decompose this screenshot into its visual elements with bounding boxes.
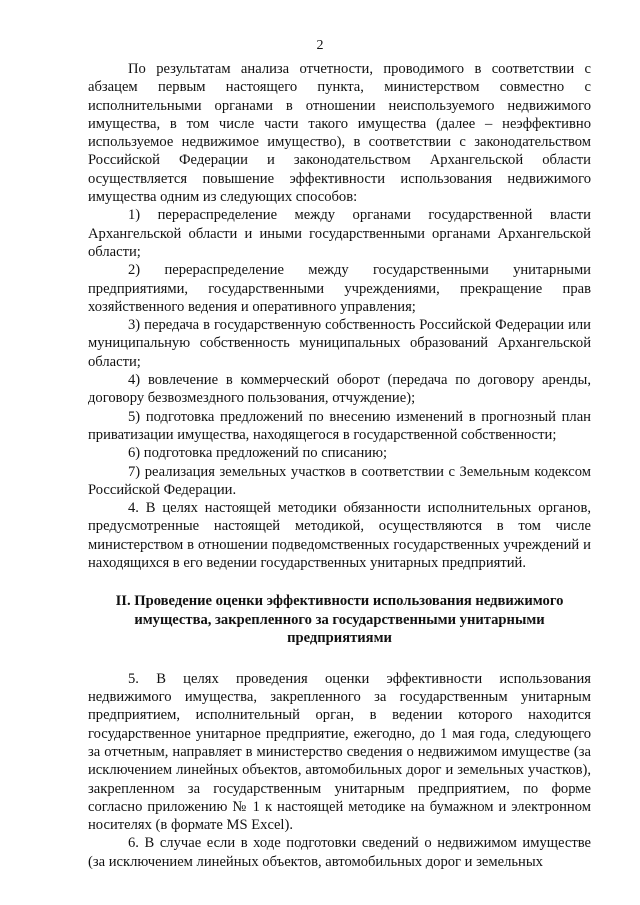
paragraph: 5. В целях проведения оценки эффективности использования недвижимого имущества, закрепленного за государственным унитарным предприятием, исполнительный орган, в ведении которого находится государственное унитарное предприятие, ежегодно, до 1 мая года, следующего за отчетным, направляет в министерство сведения о недвижимом имуществе (за исключением линейных объектов, автомобильных дорог и земельных участков), закрепленном за государственным унитарным предприятием, по форме согласно приложению № 1 к настоящей методике на бумажном и электронном носителях (в формате MS Excel). (88, 670, 591, 834)
list-item: 6) подготовка предложений по списанию; (128, 445, 388, 462)
section-heading: II. Проведение оценки эффективности использования недвижимого имущества, закрепленного за государственными унитарными предприятиями (115, 593, 564, 647)
list-item: 2) перераспределение между государственными унитарными предприятиями, государственными учреждениями, прекращение прав хозяйственного ведения и оперативного управления; (88, 262, 591, 315)
paragraph: 4. В целях настоящей методики обязанности исполнительных органов, предусмотренные настоящей методикой, осуществляются в том числе министерством в отношении подведомственных государственных учреждений и находящихся в его ведении государственных унитарных предприятий. (88, 500, 591, 572)
list-item: 7) реализация земельных участков в соответствии с Земельным кодексом Российской Федерации. (88, 463, 591, 498)
list-item: 3) передача в государственную собственность Российской Федерации или муниципальную собственность муниципальных образований Архангельской области; (88, 317, 591, 370)
paragraph: 6. В случае если в ходе подготовки сведений о недвижимом имуществе (за исключением линейных объектов, автомобильных дорог и земельных (88, 835, 591, 870)
page-content (88, 60, 591, 871)
paragraph: По результатам анализа отчетности, проводимого в соответствии с абзацем первым настоящего пункта, министерством совместно с исполнительными органами в отношении неиспользуемого недвижимого имущества, в том числе части такого имущества (далее – неэффективно используемое недвижимое имущество), в соответствии с законодательством Российской Федерации и законодательством Архангельской области осуществляется повышение эффективности использования недвижимого имущества одним из следующих способов: (88, 61, 591, 206)
list-item: 1) перераспределение между органами государственной власти Архангельской области и иными государственными органами Архангельской области; (88, 207, 591, 260)
list-item: 4) вовлечение в коммерческий оборот (передача по договору аренды, договору безвозмездного пользования, отчуждение); (88, 372, 591, 407)
page-number: 2 (316, 38, 324, 53)
list-item: 5) подготовка предложений по внесению изменений в прогнозный план приватизации имущества, находящегося в государственной собственности; (88, 408, 591, 443)
